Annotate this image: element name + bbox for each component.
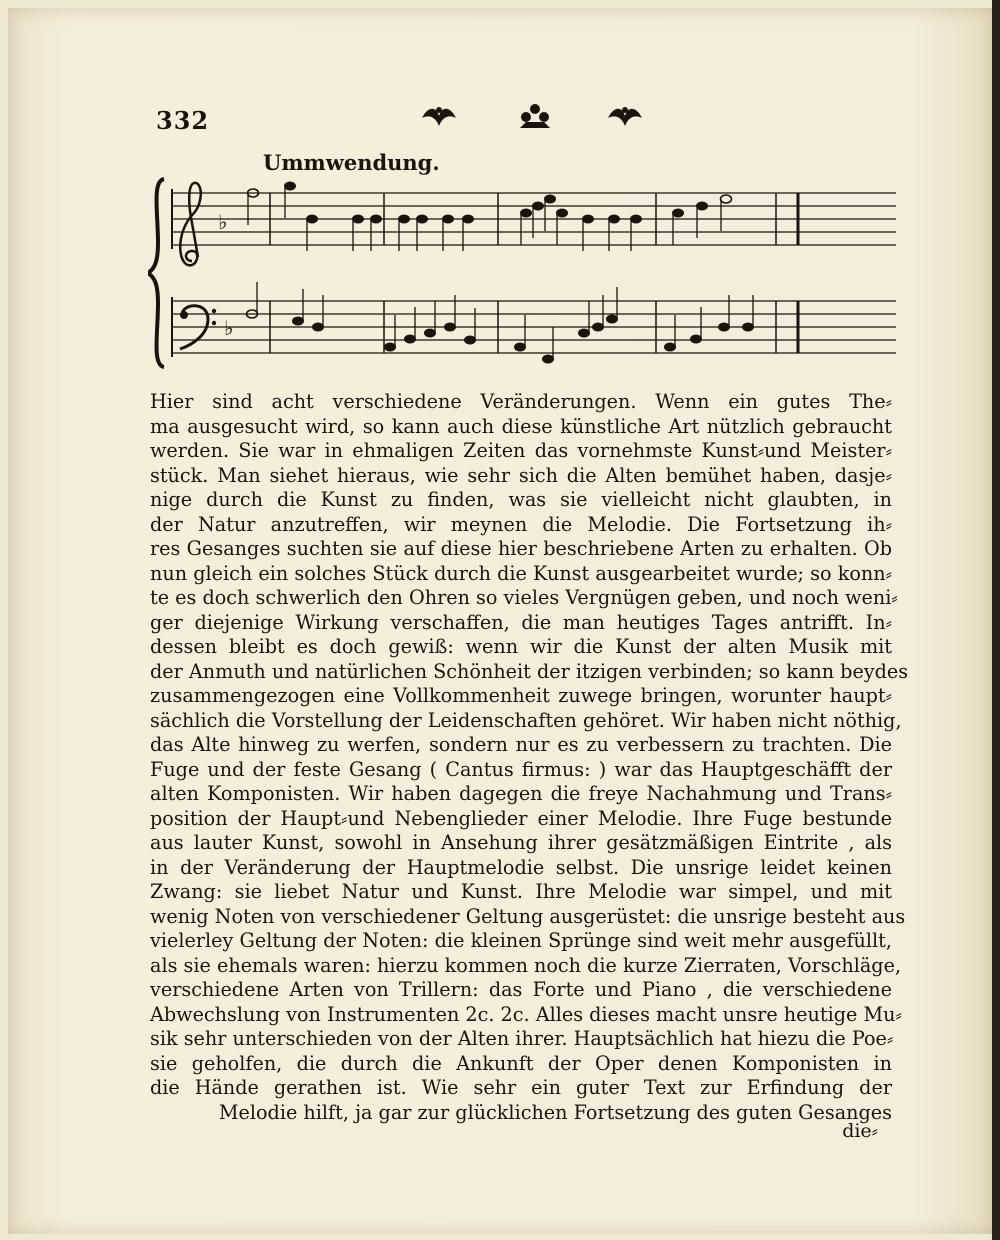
flat-icon: ♭ [224,316,234,340]
text-line: sächlich die Vorstellung der Leidenschaften gehöret. Wir haben nicht nöthig, [150,708,902,732]
note [463,215,474,223]
note [417,215,428,223]
note [371,215,382,223]
text-line: sie geholfen, die durch die Ankunft der Oper denen Komponisten in [150,1051,892,1075]
section-label: Ummwendung. [263,150,440,175]
note [609,215,620,223]
note [313,323,324,331]
text-line: ma ausgesucht wird, so kann auch diese künstliche Art nützlich gebraucht [150,414,892,438]
text-line: aus lauter Kunst, sowohl in Ansehung ihrer gesätzmäßigen Eintrite , als [150,831,892,854]
text-line: wenig Noten von verschiedener Geltung ausgerüstet: die unsrige besteht aus [150,904,906,928]
text-line: te es doch schwerlich den Ohren so vieles Vergnügen geben, und noch weni⸗ [150,586,898,609]
text-line: position der Haupt⸗und Nebenglieder einer Melodie. Ihre Fuge bestunde [150,806,892,830]
text-line: Zwang: sie liebet Natur und Kunst. Ihre Melodie war simpel, und mit [150,880,892,903]
text-line: sik sehr unterschieden von der Alten ihrer. Hauptsächlich hat hiezu die Poe⸗ [150,1027,894,1050]
text-line: werden. Sie war in ehmaligen Zeiten das vornehmste Kunst⸗und Meister⸗ [150,439,892,462]
text-line: der Natur anzutreffen, wir meynen die Melodie. Die Fortsetzung ih⸗ [150,512,892,536]
flat-icon: ♭ [218,210,228,234]
note [743,323,754,331]
text-line: die Hände gerathen ist. Wie sehr ein guter Text zur Erfindung der [150,1076,892,1099]
note [719,323,730,331]
bass-staff [172,297,896,357]
text-line: das Alte hinweg zu werfen, sondern nur es zu verbessern zu trachten. Die [150,733,892,756]
text-line: vielerley Geltung der Noten: die kleinen Sprünge sind weit mehr ausgefüllt, [150,929,892,952]
text-line: nige durch die Kunst zu finden, was sie vielleicht nicht glaubten, in [150,488,892,511]
note [293,317,304,325]
note [673,209,684,217]
note [579,329,590,337]
text-line: Fuge und der feste Gesang ( Cantus firmus: ) war das Hauptgeschäfft der [150,757,892,781]
text-line: als sie ehemals waren: hierzu kommen noch die kurze Zierraten, Vorschläge, [150,953,902,977]
note [385,343,396,351]
note [607,315,618,323]
fleuron-center-icon [514,102,556,134]
fleuron-right-icon [604,102,646,132]
note [593,323,604,331]
note [545,195,556,203]
note [631,215,642,223]
note [285,182,296,190]
note [521,209,532,217]
note [353,215,364,223]
text-line: Melodie hilft, ja gar zur glücklichen Fortsetzung des guten Gesanges [218,1100,892,1124]
music-score [148,173,900,373]
note [515,343,526,351]
note [697,202,708,210]
note [665,343,676,351]
text-line: res Gesanges suchten sie auf diese hier beschriebene Arten zu erhalten. Ob [150,537,892,560]
treble-clef-icon [180,183,201,265]
text-line: Abwechslung von Instrumenten 2c. 2c. Alles dieses macht unsre heutige Mu⸗ [150,1002,902,1026]
text-line: nun gleich ein solches Stück durch die Kunst ausgearbeitet wurde; so konn⸗ [150,561,892,585]
note [445,323,456,331]
note [443,215,454,223]
fleuron-left-icon [418,102,460,132]
page-number: 332 [156,106,210,135]
text-line: der Anmuth und natürlichen Schönheit der itzigen verbinden; so kann beydes [150,659,909,683]
text-line: stück. Man siehet hieraus, wie sehr sich die Alten bemühet haben, dasje⸗ [150,463,892,487]
note [533,202,544,210]
text-line: ger diejenige Wirkung verschaffen, die man heutiges Tages antrifft. In⸗ [150,610,892,634]
book-page [8,8,994,1234]
text-line: alten Komponisten. Wir haben dagegen die freye Nachahmung und Trans⸗ [150,782,892,805]
text-line: zusammengezogen eine Vollkommenheit zuwege bringen, worunter haupt⸗ [150,684,892,707]
note [691,335,702,343]
note [543,355,554,363]
note [399,215,410,223]
text-line: Hier sind acht verschiedene Veränderungen. Wenn ein gutes The⸗ [150,390,892,413]
body-text [150,390,909,1125]
note [721,195,732,203]
ornament-row [418,102,648,136]
treble-staff [172,189,896,249]
note [425,329,436,337]
page-edge [992,0,1000,1240]
text-line: dessen bleibt es doch gewiß: wenn wir die Kunst der alten Musik mit [150,635,892,658]
system-brace [148,179,164,367]
note [465,336,476,344]
catchword: die⸗ [842,1120,878,1142]
text-line: in der Veränderung der Hauptmelodie selbst. Die unsrige leidet keinen [150,855,892,879]
note [557,209,568,217]
note [405,335,416,343]
text-line: verschiedene Arten von Trillern: das Forte und Piano , die verschiedene [150,978,892,1001]
note [583,215,594,223]
note [307,215,318,223]
